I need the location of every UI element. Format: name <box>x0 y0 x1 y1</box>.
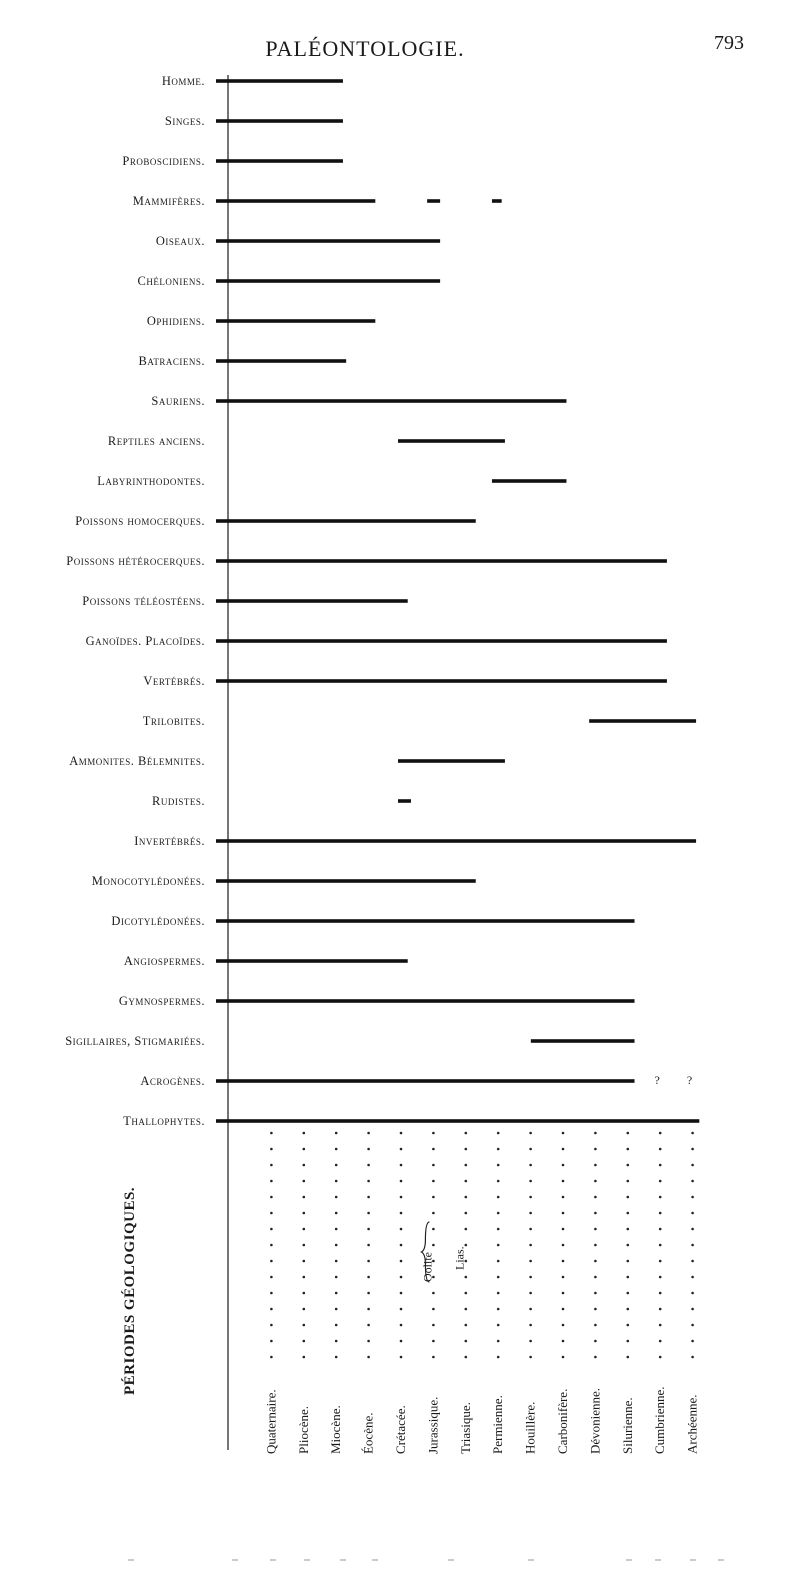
period-guide-dot <box>529 1308 532 1311</box>
period-guide-dot <box>400 1164 403 1167</box>
period-guide-dot <box>627 1164 630 1167</box>
period-guide-dot <box>335 1132 338 1135</box>
range-bar <box>216 279 440 283</box>
row-label: Acrogènes. <box>140 1074 205 1088</box>
period-guide-dot <box>529 1356 532 1359</box>
range-bar <box>216 199 375 203</box>
period-guide-dot <box>562 1308 565 1311</box>
period-guide-dot <box>465 1276 468 1279</box>
period-guide-dot <box>659 1164 662 1167</box>
period-guide-dot <box>497 1196 500 1199</box>
period-guide-dot <box>529 1228 532 1231</box>
period-guide-dot <box>691 1180 694 1183</box>
period-guide-dot <box>335 1180 338 1183</box>
range-bar <box>216 359 346 363</box>
period-guide-dot <box>529 1276 532 1279</box>
period-guide-dot <box>367 1180 370 1183</box>
period-guide-dot <box>303 1164 306 1167</box>
period-guide-dot <box>627 1196 630 1199</box>
row-label: Thallophytes. <box>123 1114 205 1128</box>
period-guide-dot <box>400 1228 403 1231</box>
period-guide-dot <box>270 1148 273 1151</box>
period-label: Carbonifère. <box>555 1388 570 1454</box>
jurassic-sub-label: Oolite <box>420 1252 435 1282</box>
period-guide-dot <box>465 1292 468 1295</box>
period-guide-dot <box>529 1180 532 1183</box>
period-guide-dot <box>627 1340 630 1343</box>
period-guide-dot <box>400 1340 403 1343</box>
period-guide-dot <box>562 1260 565 1263</box>
period-guide-dot <box>497 1132 500 1135</box>
period-guide-dot <box>627 1180 630 1183</box>
range-bar <box>216 879 476 883</box>
range-bar <box>427 199 440 203</box>
range-bar <box>216 79 343 83</box>
period-guide-dot <box>562 1276 565 1279</box>
period-guide-dot <box>400 1196 403 1199</box>
period-guide-dot <box>691 1132 694 1135</box>
period-guide-dot <box>270 1340 273 1343</box>
period-guide-dot <box>270 1132 273 1135</box>
period-guide-dot <box>367 1356 370 1359</box>
period-guide-dot <box>562 1148 565 1151</box>
row-label: Batraciens. <box>138 354 205 368</box>
period-guide-dot <box>270 1228 273 1231</box>
period-guide-dot <box>627 1148 630 1151</box>
period-guide-dot <box>465 1228 468 1231</box>
row-label: Mammifères. <box>132 194 205 208</box>
period-guide-dot <box>562 1324 565 1327</box>
period-guide-dot <box>594 1164 597 1167</box>
period-label: Crétacée. <box>393 1405 408 1454</box>
period-guide-dot <box>400 1180 403 1183</box>
period-guide-dot <box>335 1340 338 1343</box>
period-guide-dot <box>691 1164 694 1167</box>
period-label: Quaternaire. <box>263 1389 279 1454</box>
period-guide-dot <box>465 1212 468 1215</box>
period-guide-dot <box>627 1260 630 1263</box>
period-guide-dot <box>335 1244 338 1247</box>
period-guide-dot <box>627 1244 630 1247</box>
period-guide-dot <box>367 1324 370 1327</box>
period-guide-dot <box>367 1292 370 1295</box>
period-guide-dot <box>594 1180 597 1183</box>
period-guide-dot <box>691 1356 694 1359</box>
period-guide-dot <box>529 1164 532 1167</box>
period-guide-dot <box>400 1260 403 1263</box>
period-guide-dot <box>270 1260 273 1263</box>
period-guide-dot <box>432 1292 435 1295</box>
period-guide-dot <box>562 1164 565 1167</box>
period-guide-dot <box>627 1132 630 1135</box>
period-guide-dot <box>497 1180 500 1183</box>
period-guide-dot <box>303 1212 306 1215</box>
uncertainty-mark: ? <box>654 1073 660 1087</box>
period-guide-dot <box>303 1356 306 1359</box>
period-guide-dot <box>400 1356 403 1359</box>
period-guide-dot <box>400 1292 403 1295</box>
range-bar <box>216 839 696 843</box>
period-guide-dot <box>562 1180 565 1183</box>
row-label: Vertébrés. <box>143 674 205 688</box>
row-label: Angiospermes. <box>123 954 205 968</box>
period-guide-dot <box>270 1244 273 1247</box>
period-guide-dot <box>594 1228 597 1231</box>
range-bar <box>398 759 505 763</box>
period-guide-dot <box>303 1340 306 1343</box>
period-guide-dot <box>691 1324 694 1327</box>
period-guide-dot <box>367 1212 370 1215</box>
period-guide-dot <box>594 1244 597 1247</box>
period-guide-dot <box>659 1340 662 1343</box>
period-guide-dot <box>529 1292 532 1295</box>
period-guide-dot <box>303 1292 306 1295</box>
row-label: Poissons téléostéens. <box>82 594 205 608</box>
period-guide-dot <box>529 1196 532 1199</box>
range-bar <box>216 639 667 643</box>
range-bar <box>492 199 502 203</box>
period-guide-dot <box>659 1276 662 1279</box>
period-guide-dot <box>367 1308 370 1311</box>
period-guide-dot <box>400 1148 403 1151</box>
range-bar <box>216 1079 635 1083</box>
period-guide-dot <box>432 1196 435 1199</box>
period-guide-dot <box>367 1260 370 1263</box>
period-guide-dot <box>659 1292 662 1295</box>
periods-layer <box>128 1132 724 1560</box>
period-label: Houillère. <box>522 1401 538 1454</box>
period-guide-dot <box>270 1212 273 1215</box>
period-guide-dot <box>659 1196 662 1199</box>
period-guide-dot <box>367 1164 370 1167</box>
period-guide-dot <box>400 1244 403 1247</box>
range-bar <box>216 599 408 603</box>
period-guide-dot <box>400 1276 403 1279</box>
period-guide-dot <box>335 1324 338 1327</box>
period-guide-dot <box>659 1212 662 1215</box>
period-guide-dot <box>270 1196 273 1199</box>
period-label: Éocène. <box>360 1412 376 1454</box>
period-guide-dot <box>659 1324 662 1327</box>
period-guide-dot <box>529 1212 532 1215</box>
period-guide-dot <box>400 1212 403 1215</box>
period-guide-dot <box>659 1356 662 1359</box>
period-guide-dot <box>270 1292 273 1295</box>
period-guide-dot <box>270 1164 273 1167</box>
range-bar <box>216 959 408 963</box>
row-label: Chéloniens. <box>137 274 205 288</box>
range-bar <box>216 119 343 123</box>
period-guide-dot <box>659 1244 662 1247</box>
period-guide-dot <box>335 1308 338 1311</box>
period-label: Jurassique. <box>425 1396 441 1454</box>
period-guide-dot <box>303 1260 306 1263</box>
period-guide-dot <box>367 1228 370 1231</box>
range-bar <box>216 159 343 163</box>
row-label: Sigillaires, Stigmariées. <box>65 1034 205 1048</box>
range-bar <box>216 919 635 923</box>
period-guide-dot <box>497 1260 500 1263</box>
row-label: Ophidiens. <box>146 314 205 328</box>
period-guide-dot <box>432 1148 435 1151</box>
range-bar <box>216 399 566 403</box>
period-guide-dot <box>335 1196 338 1199</box>
period-guide-dot <box>594 1308 597 1311</box>
period-label: Dévonienne. <box>587 1387 603 1454</box>
period-guide-dot <box>529 1260 532 1263</box>
period-guide-dot <box>497 1292 500 1295</box>
period-guide-dot <box>529 1244 532 1247</box>
period-guide-dot <box>691 1196 694 1199</box>
period-guide-dot <box>594 1196 597 1199</box>
period-guide-dot <box>465 1148 468 1151</box>
period-guide-dot <box>335 1164 338 1167</box>
period-guide-dot <box>367 1244 370 1247</box>
axis-title: PÉRIODES GÉOLOGIQUES. <box>122 1186 138 1395</box>
row-label: Dicotylédonées. <box>111 914 205 928</box>
period-guide-dot <box>594 1212 597 1215</box>
period-guide-dot <box>432 1228 435 1231</box>
period-guide-dot <box>562 1228 565 1231</box>
period-guide-dot <box>627 1308 630 1311</box>
period-guide-dot <box>400 1324 403 1327</box>
range-bar <box>492 479 567 483</box>
period-guide-dot <box>529 1324 532 1327</box>
period-guide-dot <box>335 1276 338 1279</box>
period-guide-dot <box>432 1212 435 1215</box>
period-guide-dot <box>367 1196 370 1199</box>
period-guide-dot <box>562 1340 565 1343</box>
period-guide-dot <box>691 1308 694 1311</box>
period-guide-dot <box>465 1196 468 1199</box>
period-guide-dot <box>529 1132 532 1135</box>
range-bar <box>531 1039 635 1043</box>
period-guide-dot <box>432 1244 435 1247</box>
range-bar <box>216 559 667 563</box>
period-label: Triasique. <box>457 1402 473 1454</box>
period-guide-dot <box>691 1276 694 1279</box>
jurassic-sub-label: Lias. <box>452 1246 467 1270</box>
period-guide-dot <box>529 1340 532 1343</box>
period-guide-dot <box>529 1148 532 1151</box>
row-label: Oiseaux. <box>155 234 205 248</box>
period-guide-dot <box>465 1308 468 1311</box>
period-guide-dot <box>594 1340 597 1343</box>
period-guide-dot <box>335 1356 338 1359</box>
period-guide-dot <box>303 1196 306 1199</box>
period-guide-dot <box>627 1228 630 1231</box>
period-guide-dot <box>497 1324 500 1327</box>
period-guide-dot <box>303 1244 306 1247</box>
period-guide-dot <box>562 1132 565 1135</box>
row-label: Singes. <box>164 114 205 128</box>
period-guide-dot <box>303 1180 306 1183</box>
period-guide-dot <box>465 1244 468 1247</box>
row-label: Proboscidiens. <box>122 154 205 168</box>
period-guide-dot <box>659 1228 662 1231</box>
period-guide-dot <box>497 1244 500 1247</box>
period-guide-dot <box>691 1340 694 1343</box>
row-label: Homme. <box>161 74 205 88</box>
row-label: Ganoïdes. Placoïdes. <box>85 634 205 648</box>
period-guide-dot <box>691 1148 694 1151</box>
period-guide-dot <box>627 1324 630 1327</box>
period-guide-dot <box>335 1292 338 1295</box>
period-guide-dot <box>659 1180 662 1183</box>
period-guide-dot <box>270 1276 273 1279</box>
period-guide-dot <box>691 1260 694 1263</box>
range-bar <box>589 719 696 723</box>
period-label: Silurienne. <box>619 1397 635 1454</box>
rows-layer <box>65 74 699 1128</box>
period-guide-dot <box>497 1308 500 1311</box>
row-label: Reptiles anciens. <box>107 434 205 448</box>
row-label: Rudistes. <box>152 794 205 808</box>
period-guide-dot <box>367 1132 370 1135</box>
period-guide-dot <box>562 1212 565 1215</box>
period-label: Pliocène. <box>295 1405 311 1454</box>
period-guide-dot <box>627 1212 630 1215</box>
period-guide-dot <box>562 1356 565 1359</box>
range-bar <box>216 519 476 523</box>
period-guide-dot <box>594 1356 597 1359</box>
period-guide-dot <box>627 1292 630 1295</box>
range-bar <box>398 799 411 803</box>
period-guide-dot <box>659 1260 662 1263</box>
period-guide-dot <box>465 1180 468 1183</box>
period-label: Cumbrienne. <box>652 1386 668 1454</box>
uncertainty-mark: ? <box>686 1073 693 1087</box>
row-label: Ammonites. Bélemnites. <box>69 754 205 768</box>
period-guide-dot <box>594 1148 597 1151</box>
period-guide-dot <box>303 1228 306 1231</box>
period-guide-dot <box>270 1356 273 1359</box>
page-title: PALÉONTOLOGIE. <box>265 36 465 61</box>
period-guide-dot <box>432 1180 435 1183</box>
period-guide-dot <box>594 1132 597 1135</box>
period-guide-dot <box>465 1340 468 1343</box>
range-bar <box>216 999 635 1003</box>
period-guide-dot <box>691 1212 694 1215</box>
period-guide-dot <box>594 1276 597 1279</box>
period-guide-dot <box>497 1340 500 1343</box>
period-guide-dot <box>594 1324 597 1327</box>
period-guide-dot <box>432 1340 435 1343</box>
period-guide-dot <box>432 1356 435 1359</box>
period-guide-dot <box>465 1132 468 1135</box>
period-guide-dot <box>562 1244 565 1247</box>
period-guide-dot <box>691 1228 694 1231</box>
range-bar <box>216 679 667 683</box>
period-guide-dot <box>659 1148 662 1151</box>
period-guide-dot <box>432 1132 435 1135</box>
row-label: Monocotylédonées. <box>91 874 205 888</box>
period-guide-dot <box>367 1148 370 1151</box>
page-number: 793 <box>714 32 744 54</box>
row-label: Trilobites. <box>142 714 205 728</box>
period-guide-dot <box>465 1164 468 1167</box>
range-bar <box>216 1119 699 1123</box>
period-guide-dot <box>562 1292 565 1295</box>
period-guide-dot <box>303 1132 306 1135</box>
period-guide-dot <box>367 1276 370 1279</box>
period-guide-dot <box>497 1228 500 1231</box>
period-guide-dot <box>659 1132 662 1135</box>
range-bar <box>216 239 440 243</box>
period-guide-dot <box>497 1148 500 1151</box>
row-label: Poissons hétérocerques. <box>66 554 205 568</box>
period-guide-dot <box>303 1308 306 1311</box>
period-guide-dot <box>270 1324 273 1327</box>
row-label: Invertébrés. <box>134 834 205 848</box>
period-guide-dot <box>691 1244 694 1247</box>
period-guide-dot <box>497 1276 500 1279</box>
period-guide-dot <box>465 1324 468 1327</box>
row-label: Poissons homocerques. <box>75 514 205 528</box>
row-label: Labyrinthodontes. <box>97 474 205 488</box>
period-guide-dot <box>335 1260 338 1263</box>
period-guide-dot <box>432 1164 435 1167</box>
period-guide-dot <box>432 1308 435 1311</box>
period-label: Miocène. <box>328 1405 344 1454</box>
period-guide-dot <box>400 1132 403 1135</box>
range-bar <box>398 439 505 443</box>
period-guide-dot <box>497 1212 500 1215</box>
period-guide-dot <box>335 1228 338 1231</box>
row-label: Gymnospermes. <box>118 994 205 1008</box>
period-guide-dot <box>335 1148 338 1151</box>
period-guide-dot <box>594 1260 597 1263</box>
period-guide-dot <box>367 1340 370 1343</box>
period-guide-dot <box>270 1180 273 1183</box>
period-guide-dot <box>303 1276 306 1279</box>
period-label: Archéenne. <box>684 1394 700 1454</box>
period-guide-dot <box>659 1308 662 1311</box>
period-label: Permienne. <box>490 1395 506 1454</box>
period-guide-dot <box>497 1164 500 1167</box>
period-guide-dot <box>335 1212 338 1215</box>
period-guide-dot <box>400 1308 403 1311</box>
range-bar <box>216 319 375 323</box>
period-guide-dot <box>303 1324 306 1327</box>
period-guide-dot <box>497 1356 500 1359</box>
period-guide-dot <box>627 1356 630 1359</box>
period-guide-dot <box>303 1148 306 1151</box>
period-guide-dot <box>627 1276 630 1279</box>
period-guide-dot <box>594 1292 597 1295</box>
period-guide-dot <box>432 1324 435 1327</box>
period-guide-dot <box>465 1356 468 1359</box>
period-guide-dot <box>270 1308 273 1311</box>
period-guide-dot <box>691 1292 694 1295</box>
row-label: Sauriens. <box>151 394 205 408</box>
period-guide-dot <box>562 1196 565 1199</box>
